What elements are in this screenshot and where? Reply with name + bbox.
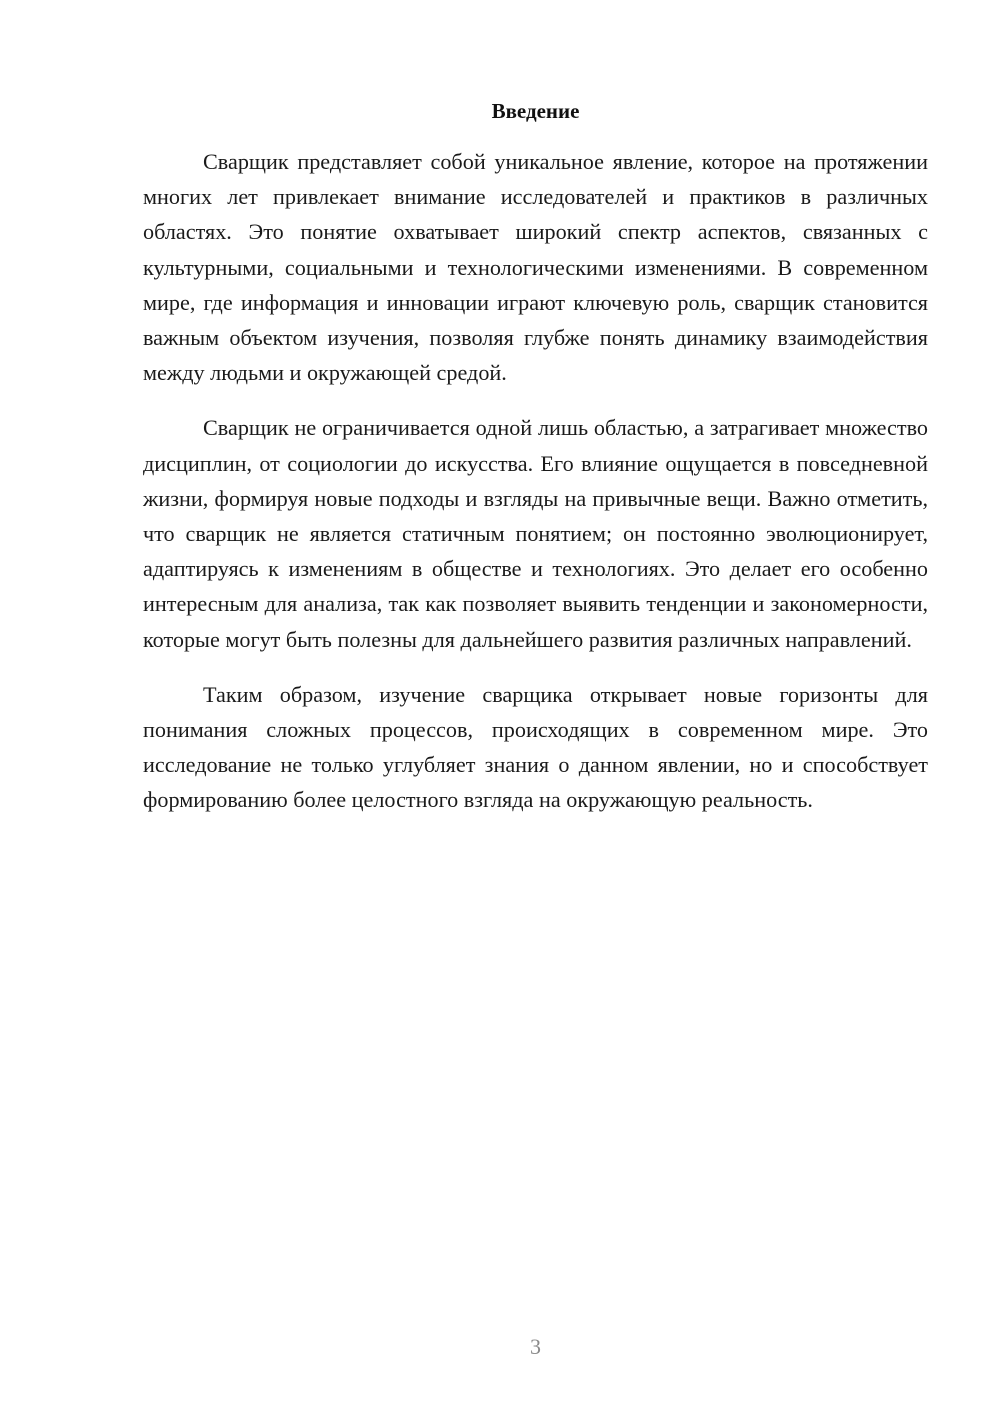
section-title: Введение — [491, 99, 580, 123]
paragraph-1: Сварщик представляет собой уникальное явление, которое на протяжении многих лет привлекает внимание исследователей и практиков в различных областях. Это понятие охватывает широкий спектр аспектов, связанных с культурными, социальными и технологическими изменениями. В современном мире, где информация и инновации играют ключевую роль, сварщик становится важным объектом изучения, позволяя глубже понять динамику взаимодействия между людьми и окружающей средой. — [143, 149, 928, 386]
page-content — [143, 95, 928, 818]
page-number: 3 — [530, 1334, 541, 1359]
paragraph-2: Сварщик не ограничивается одной лишь областью, а затрагивает множество дисциплин, от социологии до искусства. Его влияние ощущается в повседневной жизни, формируя новые подходы и взгляды на привычные вещи. Важно отметить, что сварщик не является статичным понятием; он постоянно эволюционирует, адаптируясь к изменениям в обществе и технологиях. Это делает его особенно интересным для анализа, так как позволяет выявить тенденции и закономерности, которые могут быть полезны для дальнейшего развития различных направлений. — [143, 415, 928, 652]
paragraph-3: Таким образом, изучение сварщика открывает новые горизонты для понимания сложных процессов, происходящих в современном мире. Это исследование не только углубляет знания о данном явлении, но и способствует формированию более целостного взгляда на окружающую реальность. — [143, 681, 928, 813]
